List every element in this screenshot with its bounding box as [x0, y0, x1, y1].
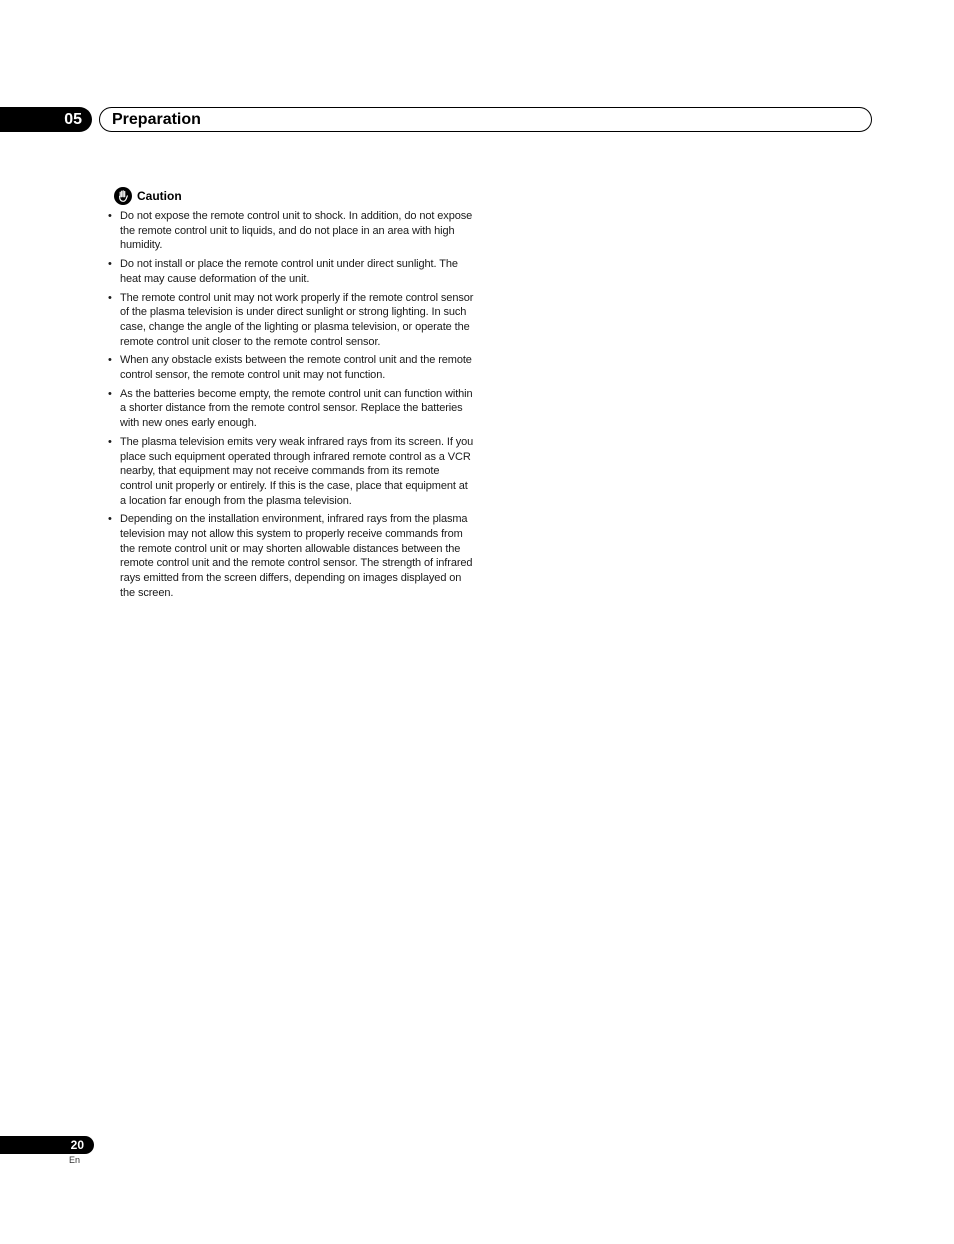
caution-label: Caution: [137, 189, 182, 203]
list-item: • As the batteries become empty, the remote control unit can function within a shorter distance from the remote control sensor. Replace the batteries with new ones early enough.: [108, 387, 473, 430]
list-item: • Depending on the installation environment, infrared rays from the plasma television may not allow this system to properly receive commands from the remote control unit or may shorten allowable distances between the remote control unit and the remote control sensor. The strength of infrared rays emitted from the screen differs, depending on images displayed on the screen.: [108, 513, 473, 599]
caution-list: [107, 209, 474, 605]
list-item: • The remote control unit may not work properly if the remote control sensor of the plasma television is under direct sunlight or strong lighting. In such case, change the angle of the lighting or plasma television, or operate the remote control unit closer to the remote control sensor.: [108, 291, 474, 348]
page-language: En: [69, 1155, 81, 1165]
caution-heading: [114, 187, 182, 205]
list-item-text: Depending on the installation environment, infrared rays from the plasma television may not allow this system to properly receive commands from the remote control unit or may shorten allowable distances between the remote control unit and the remote control sensor. The strength of infrared rays emitted from the screen differs, depending on images displayed on the screen.: [120, 513, 473, 599]
chapter-number-tab: [0, 107, 92, 132]
list-item-text: When any obstacle exists between the remote control unit and the remote control sensor, the remote control unit may not function.: [120, 354, 472, 382]
list-item-text: The plasma television emits very weak infrared rays from its screen. If you place such equipment operated through infrared remote control as a VCR nearby, that equipment may not receive commands from its remote control unit properly or entirely. If this is the case, place that equipment at a location far enough from the plasma television.: [120, 435, 474, 507]
list-item-text: Do not expose the remote control unit to shock. In addition, do not expose the remote control unit to liquids, and do not place in an area with high humidity.: [120, 210, 473, 252]
chapter-title: Preparation: [112, 111, 201, 128]
list-item-text: Do not install or place the remote control unit under direct sunlight. The heat may cause deformation of the unit.: [120, 258, 458, 285]
chapter-number: 05: [64, 111, 82, 128]
caution-hand-icon: [114, 187, 132, 205]
chapter-title-bar: [99, 107, 872, 132]
list-item: • When any obstacle exists between the remote control unit and the remote control sensor, the remote control unit may not function.: [108, 354, 472, 382]
page-number-tab: [0, 1136, 94, 1154]
page-number: 20: [70, 1138, 84, 1152]
list-item-text: As the batteries become empty, the remote control unit can function within a shorter distance from the remote control sensor. Replace the batteries with new ones early enough.: [120, 387, 473, 430]
list-item: • The plasma television emits very weak infrared rays from its screen. If you place such equipment operated through infrared remote control as a VCR nearby, that equipment may not receive commands from its remote control unit properly or entirely. If this is the case, place that equipment at a location far enough from the plasma television.: [108, 435, 474, 507]
list-item: • Do not expose the remote control unit to shock. In addition, do not expose the remote control unit to liquids, and do not place in an area with high humidity.: [108, 210, 473, 252]
list-item: • Do not install or place the remote control unit under direct sunlight. The heat may cause deformation of the unit.: [108, 258, 458, 285]
list-item-text: The remote control unit may not work properly if the remote control sensor of the plasma television is under direct sunlight or strong lighting. In such case, change the angle of the lighting or plasma television, or operate the remote control unit closer to the remote control sensor.: [120, 291, 474, 348]
